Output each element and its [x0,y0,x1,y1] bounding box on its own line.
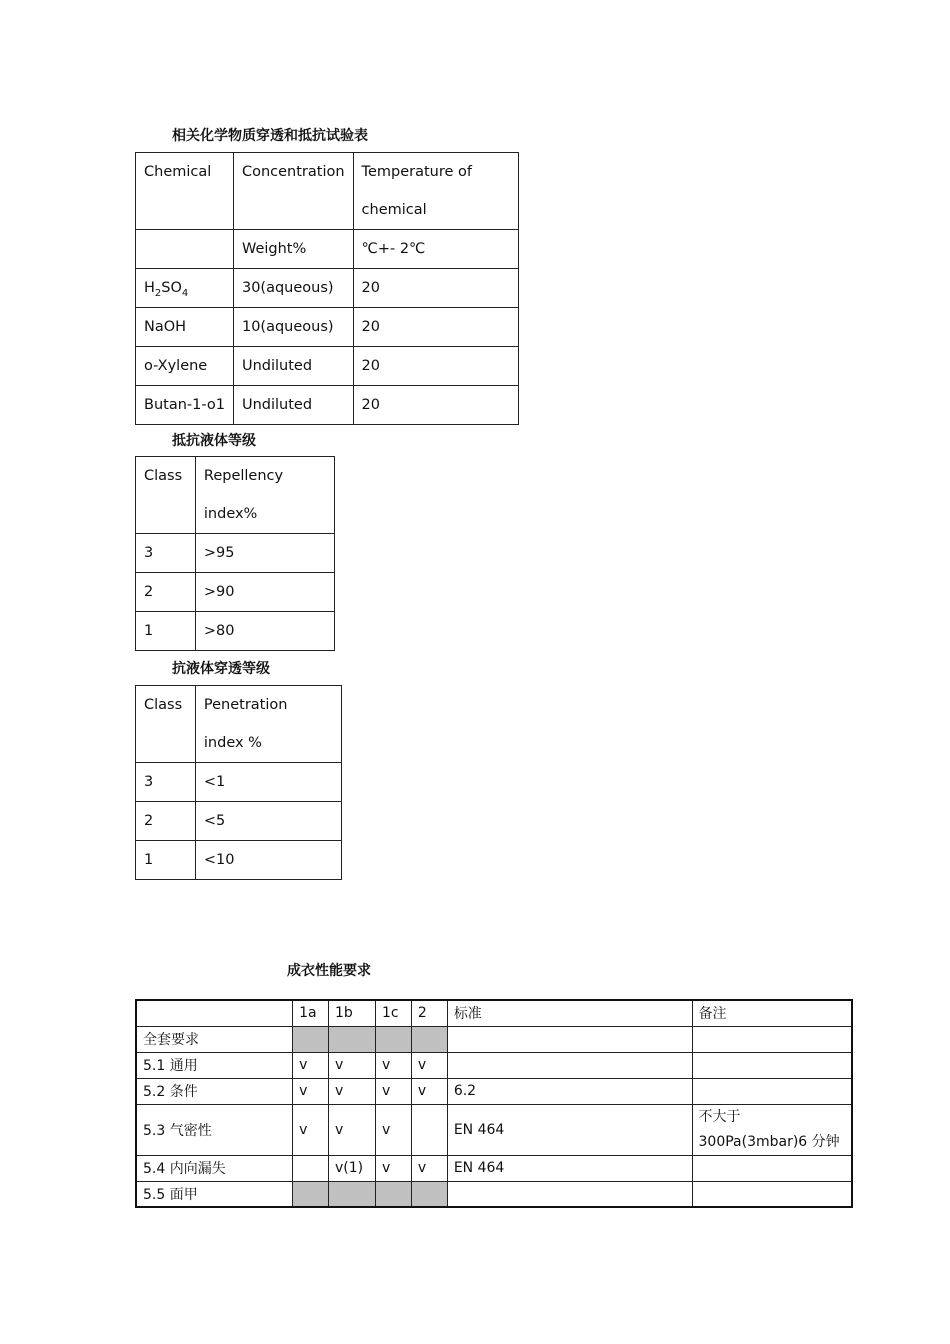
table-row [136,230,519,269]
table-cell: 3 [136,763,196,802]
penetration-table [135,685,342,880]
table-cell [293,1155,329,1181]
table-cell [447,1181,692,1207]
header-cell: Class [136,686,196,763]
header-cell: Repellency index% [195,457,334,534]
shaded-cell [411,1026,447,1052]
chemical-table-title: 相关化学物质穿透和抵抗试验表 [172,128,368,144]
table-cell: 全套要求 [136,1026,293,1052]
table-cell [447,1026,692,1052]
header-cell: 备注 [692,1000,852,1026]
table-cell: v [329,1052,376,1078]
table-row [136,841,342,880]
table-cell: v [411,1078,447,1104]
shaded-cell [411,1181,447,1207]
table-cell: >90 [195,573,334,612]
header-cell: Class [136,457,196,534]
table-cell: 30(aqueous) [233,269,353,308]
table-cell: 20 [353,347,518,386]
table-row [136,1181,852,1207]
table-row [136,269,519,308]
table-cell [692,1181,852,1207]
table-row [136,534,335,573]
table-cell: 10(aqueous) [233,308,353,347]
table-row [136,153,519,230]
table-cell: EN 464 [447,1155,692,1181]
table-cell: o-Xylene [136,347,234,386]
table-cell: 1 [136,841,196,880]
table-cell: v [375,1155,411,1181]
table-row [136,612,335,651]
table-row [136,1000,852,1026]
table-cell: 5.2 条件 [136,1078,293,1104]
note-cell [692,1104,852,1155]
repellency-table-title: 抵抗液体等级 [172,433,256,449]
table-row [136,347,519,386]
garment-performance-table [135,999,853,1208]
table-cell: v [375,1078,411,1104]
shaded-cell [375,1181,411,1207]
table-cell: <1 [195,763,341,802]
header-cell: 1c [375,1000,411,1026]
table-cell: NaOH [136,308,234,347]
table-cell: Butan-1-o1 [136,386,234,425]
table-cell: EN 464 [447,1104,692,1155]
table-row [136,573,335,612]
table-row [136,1104,852,1155]
header-cell: 1a [293,1000,329,1026]
table-row [136,386,519,425]
header-cell: 1b [329,1000,376,1026]
table-row [136,1078,852,1104]
table-cell: v [293,1104,329,1155]
table-cell [692,1052,852,1078]
table-cell: 20 [353,386,518,425]
table-cell: 3 [136,534,196,573]
table-cell: ℃+- 2℃ [353,230,518,269]
shaded-cell [329,1181,376,1207]
table-cell [136,230,234,269]
table-cell: 2 [136,573,196,612]
table-cell: >95 [195,534,334,573]
table-row [136,1155,852,1181]
header-cell: Penetration index % [195,686,341,763]
shaded-cell [293,1181,329,1207]
table-cell: v [411,1155,447,1181]
table-cell: 5.1 通用 [136,1052,293,1078]
table-cell: 1 [136,612,196,651]
table-cell: 5.5 面甲 [136,1181,293,1207]
table-cell: 5.4 内向漏失 [136,1155,293,1181]
header-cell: 标准 [447,1000,692,1026]
header-cell: Chemical [136,153,234,230]
table-cell: v [293,1052,329,1078]
table-cell: v [411,1052,447,1078]
table-cell: 2 [136,802,196,841]
table-cell: v [293,1078,329,1104]
table-cell: Undiluted [233,347,353,386]
table-cell: Weight% [233,230,353,269]
table-cell [411,1104,447,1155]
shaded-cell [375,1026,411,1052]
table-cell: Undiluted [233,386,353,425]
header-cell: Concentration [233,153,353,230]
table-cell: 20 [353,308,518,347]
table-row [136,308,519,347]
chemical-table [135,152,519,425]
shaded-cell [329,1026,376,1052]
table-cell: v [375,1052,411,1078]
table-cell: 20 [353,269,518,308]
header-cell: 2 [411,1000,447,1026]
header-cell: Temperature of chemical [353,153,518,230]
table-cell: v(1) [329,1155,376,1181]
table-cell: v [375,1104,411,1155]
note-line: 300Pa(3mbar)6 分钟 [698,1133,840,1150]
note-line: 不大于 [698,1108,741,1125]
table-cell: 5.3 气密性 [136,1104,293,1155]
shaded-cell [293,1026,329,1052]
table-row [136,1026,852,1052]
table-cell: $H_2SO_4$ [136,269,234,308]
table-cell: <5 [195,802,341,841]
table-row [136,802,342,841]
table-cell: v [329,1078,376,1104]
table-row [136,457,335,534]
table-cell [447,1052,692,1078]
table-row [136,763,342,802]
garment-performance-title: 成衣性能要求 [287,963,371,979]
table-cell [692,1155,852,1181]
repellency-table [135,456,335,651]
table-cell [692,1026,852,1052]
table-cell: >80 [195,612,334,651]
table-cell: <10 [195,841,341,880]
header-cell [136,1000,293,1026]
table-cell: v [329,1104,376,1155]
table-cell: 6.2 [447,1078,692,1104]
table-row [136,1052,852,1078]
table-row [136,686,342,763]
penetration-table-title: 抗液体穿透等级 [172,661,270,677]
table-cell [692,1078,852,1104]
